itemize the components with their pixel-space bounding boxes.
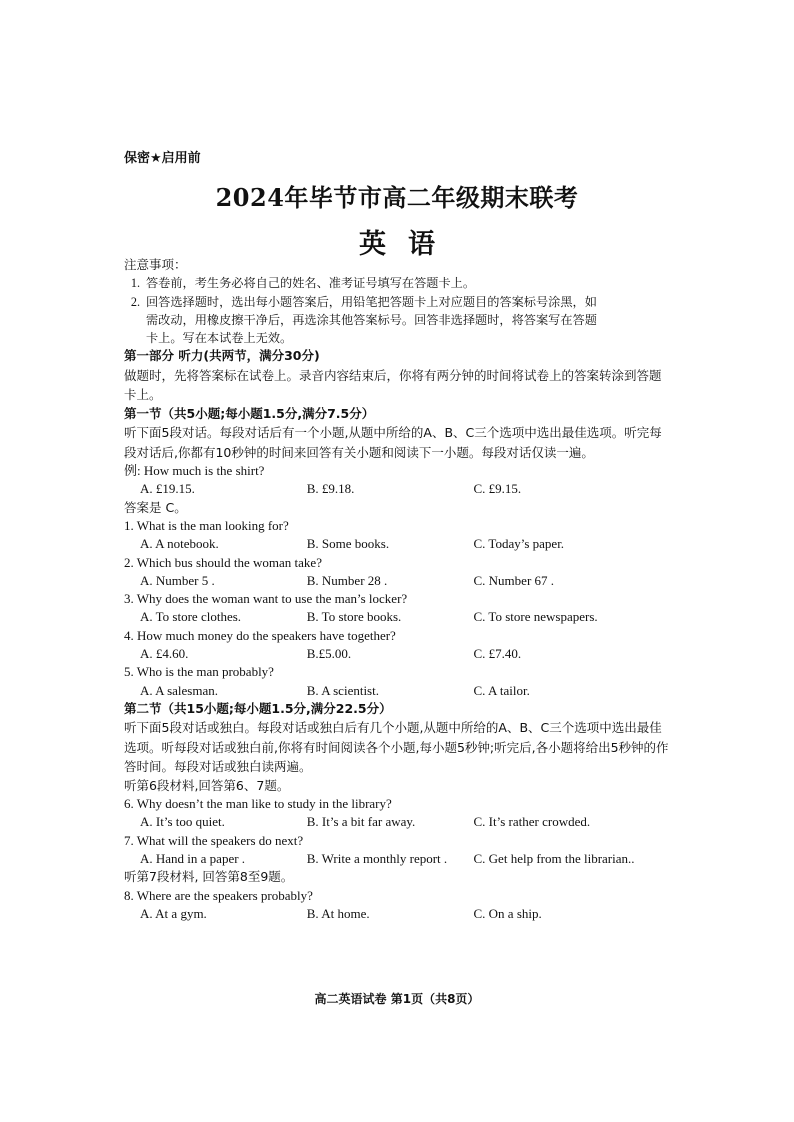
question: 3. Why does the woman want to use the man’s locker? <box>124 591 408 607</box>
instruction-continuation: 卡上。写在本试卷上无效。 <box>146 331 293 346</box>
question: 2. Which bus should the woman take? <box>124 554 322 570</box>
question: 7. What will the speakers do next? <box>124 832 304 848</box>
option-b: B. £9.18. <box>306 481 355 497</box>
option-a: A. To store clothes. <box>140 609 242 625</box>
page-footer: 高二英语试卷 第1页（共8页） <box>314 992 480 1006</box>
question-options <box>124 850 672 868</box>
question-options <box>124 572 672 590</box>
example-options <box>124 480 672 498</box>
section1-intro: 听下面5段对话。每段对话后有一个小题,从题中所给的A、B、C三个选项中选出最佳选项。听完每段对话后,你都有10秒钟的时间来回答有关小题和阅读下一小题。每段对话仅读一遍。 <box>124 425 662 460</box>
option-c: C. £7.40. <box>473 646 522 662</box>
example-question: 例: How much is the shirt? <box>124 463 265 479</box>
option-c: C. On a ship. <box>473 905 542 921</box>
material-instruction: 听第7段材料, 回答第8至9题。 <box>124 869 294 885</box>
option-b: B. Write a monthly report . <box>306 850 448 866</box>
option-b: B. Number 28 . <box>306 572 388 588</box>
option-c: C. Today’s paper. <box>473 536 565 552</box>
option-a: A. £4.60. <box>140 646 189 662</box>
instruction-item: 1. 答卷前，考生务必将自己的姓名、准考证号填写在答题卡上。 <box>130 276 476 291</box>
question-options <box>124 682 672 700</box>
option-b: B. To store books. <box>306 609 402 625</box>
instruction-item: 2. 回答选择题时，选出每小题答案后，用铅笔把答题卡上对应题目的答案标号涂黑，如 <box>130 294 597 309</box>
option-c: C. It’s rather crowded. <box>473 814 591 830</box>
option-b: B. It’s a bit far away. <box>306 814 416 830</box>
option-b: B.£5.00. <box>306 646 352 662</box>
question-options <box>124 535 672 553</box>
option-c: C. £9.15. <box>473 481 522 497</box>
option-c: C. A tailor. <box>473 682 530 698</box>
option-b: B. A scientist. <box>306 682 379 698</box>
section1-heading: 第一节（共5小题;每小题1.5分,满分7.5分） <box>124 405 375 421</box>
option-a: A. Number 5 . <box>140 572 215 588</box>
part1-intro: 做题时，先将答案标在试卷上。录音内容结束后，你将有两分钟的时间将试卷上的答案转涂到答题卡上。 <box>124 367 662 403</box>
question: 8. Where are the speakers probably? <box>124 887 313 903</box>
instruction-continuation: 需改动，用橡皮擦干净后，再选涂其他答案标号。回答非选择题时，将答案写在答题 <box>146 312 597 327</box>
section2-intro: 听下面5段对话或独白。每段对话或独白后有几个小题,从题中所给的A、B、C三个选项中选出最佳选项。听每段对话或独白前,你将有时间阅读各个小题,每小题5秒钟;听完后,各小题将给出5秒钟的作答时间。每段对话或独白读两遍。 <box>124 720 669 775</box>
option-b: B. Some books. <box>306 536 390 552</box>
option-c: C. Number 67 . <box>473 572 555 588</box>
question-options <box>124 645 672 663</box>
option-a: A. It’s too quiet. <box>140 814 225 830</box>
exam-content <box>124 256 672 923</box>
question: 6. Why doesn’t the man like to study in the library? <box>124 796 392 812</box>
section2-heading: 第二节（共15小题;每小题1.5分,满分22.5分） <box>124 700 392 716</box>
option-a: A. £19.15. <box>140 481 195 497</box>
option-c: C. To store newspapers. <box>473 609 598 625</box>
exam-title: 2024年毕节市高二年级期末联考 <box>215 183 579 212</box>
option-c: C. Get help from the librarian.. <box>473 850 635 866</box>
part1-heading: 第一部分 听力(共两节，满分30分) <box>124 348 320 364</box>
notice-heading: 注意事项： <box>124 257 187 272</box>
option-a: A. A salesman. <box>140 682 218 698</box>
option-a: A. At a gym. <box>140 905 207 921</box>
example-answer: 答案是 C。 <box>124 499 187 515</box>
question: 5. Who is the man probably? <box>124 664 274 680</box>
question-options <box>124 905 672 923</box>
option-a: A. A notebook. <box>140 536 219 552</box>
subject-title: 英语 <box>359 229 457 260</box>
question-options <box>124 608 672 626</box>
question: 1. What is the man looking for? <box>124 517 289 533</box>
material-instruction: 听第6段材料,回答第6、7题。 <box>124 777 290 793</box>
option-b: B. At home. <box>306 905 370 921</box>
question-options <box>124 813 672 831</box>
confidential-label: 保密★启用前 <box>124 151 201 166</box>
question: 4. How much money do the speakers have together? <box>124 627 396 643</box>
option-a: A. Hand in a paper . <box>140 850 246 866</box>
